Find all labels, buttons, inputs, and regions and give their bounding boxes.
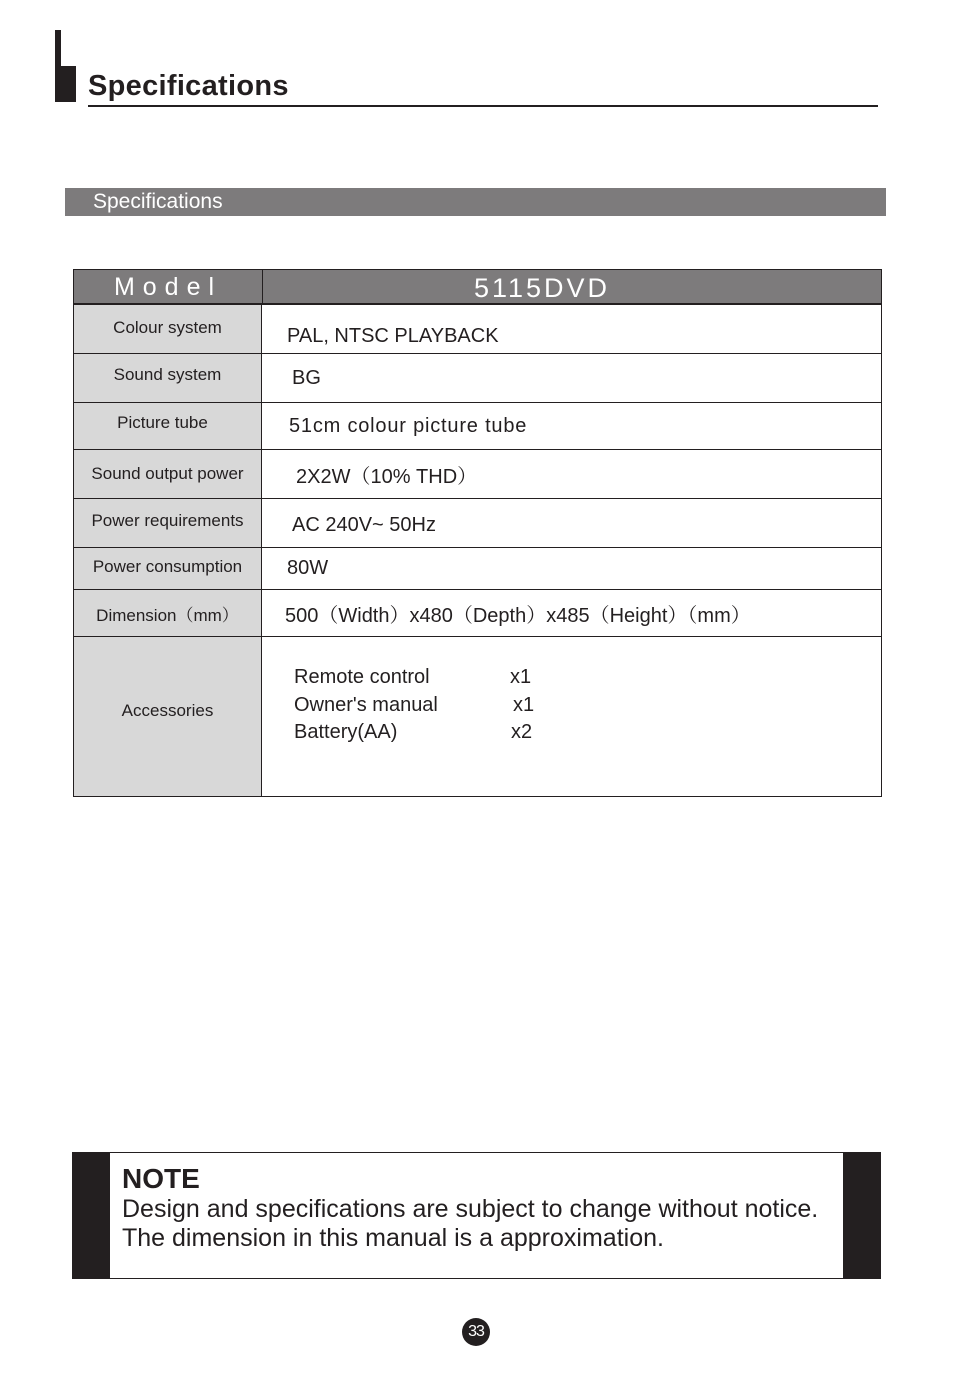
accessories-list xyxy=(262,637,881,796)
row-value: 51cm colour picture tube xyxy=(289,414,528,437)
row-label: Picture tube xyxy=(74,403,262,449)
row-label: Sound system xyxy=(74,354,262,402)
accessory-qty: x1 xyxy=(513,693,535,716)
accessory-qty: x2 xyxy=(511,721,533,743)
section-header xyxy=(65,188,886,216)
table-row-sound-system xyxy=(74,354,881,403)
row-label: Dimension（mm） xyxy=(74,590,262,636)
row-value: BG xyxy=(292,366,321,389)
note-box xyxy=(72,1152,881,1279)
accessory-name: Remote control xyxy=(294,666,430,688)
table-header-row xyxy=(74,270,881,305)
row-label: Colour system xyxy=(74,305,262,353)
specifications-table xyxy=(73,269,882,797)
row-label: Sound output power xyxy=(74,450,262,498)
note-right-bar xyxy=(843,1153,880,1278)
note-text-line-1: Design and specifications are subject to change without notice. xyxy=(122,1195,819,1223)
table-row-accessories xyxy=(74,637,881,796)
section-header-label: Specifications xyxy=(93,190,223,213)
row-label: Accessories xyxy=(74,637,262,796)
accessory-name: Owner's manual xyxy=(294,693,438,716)
title-underline xyxy=(88,105,878,107)
row-value: 80W xyxy=(287,557,329,579)
row-value: PAL, NTSC PLAYBACK xyxy=(287,324,499,347)
table-row-sound-output xyxy=(74,450,881,499)
row-label: Power requirements xyxy=(74,499,262,547)
row-value: 500（Width）x480（Depth）x485（Height）（mm） xyxy=(285,604,751,627)
list-item xyxy=(294,664,534,692)
model-value: 5115DVD xyxy=(473,273,611,303)
page-number-badge: 33 xyxy=(462,1318,490,1346)
table-row-power-consumption xyxy=(74,548,881,590)
row-label: Power consumption xyxy=(74,548,262,589)
note-left-bar xyxy=(73,1153,110,1278)
table-row-dimension xyxy=(74,590,881,637)
table-row-colour-system xyxy=(74,305,881,354)
row-value: AC 240V~ 50Hz xyxy=(292,513,436,536)
accessory-qty: x1 xyxy=(510,666,532,688)
table-row-picture-tube xyxy=(74,403,881,450)
note-title: NOTE xyxy=(122,1163,200,1194)
note-text-line-2: The dimension in this manual is a approximation. xyxy=(122,1224,664,1252)
page-title: Specifications xyxy=(88,70,289,102)
model-label: Model xyxy=(74,270,263,303)
header-corner-block xyxy=(55,66,76,102)
table-row-power-requirements xyxy=(74,499,881,548)
list-item xyxy=(294,692,534,720)
accessory-name: Battery(AA) xyxy=(294,721,398,743)
list-item xyxy=(294,719,534,747)
row-value: 2X2W（10% THD） xyxy=(296,465,478,488)
